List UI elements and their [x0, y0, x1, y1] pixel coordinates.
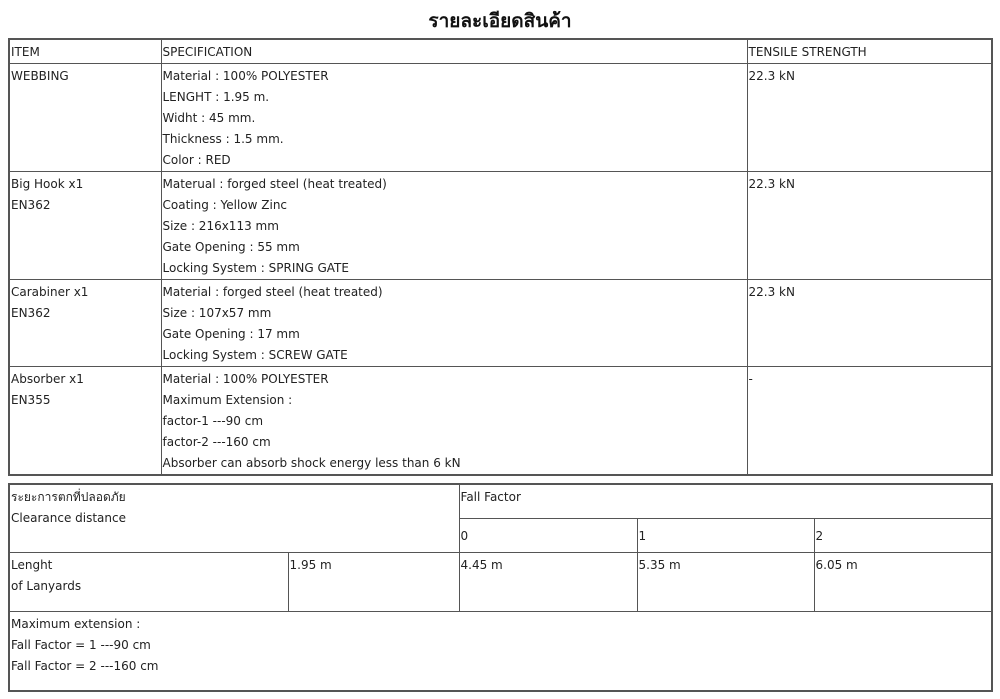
- item-cell: [9, 367, 161, 476]
- spec-line: Material : 100% POLYESTER: [162, 372, 329, 386]
- spec-line: Absorber can absorb shock energy less than 6 kN: [162, 456, 461, 470]
- strength-cell: 22.3 kN: [747, 172, 992, 280]
- item-name: Absorber x1: [11, 372, 84, 386]
- spec-line: Color : RED: [162, 153, 231, 167]
- spec-line: Material : 100% POLYESTER: [162, 69, 329, 83]
- item-standard: EN362: [11, 198, 51, 212]
- strength-cell: -: [747, 367, 992, 476]
- spec-line: Gate Opening : 55 mm: [162, 240, 300, 254]
- spec-line: Locking System : SPRING GATE: [162, 261, 349, 275]
- clearance-table: [8, 483, 993, 692]
- spec-cell: [161, 64, 747, 172]
- header-specification: SPECIFICATION: [161, 39, 747, 64]
- clearance-label-th: ระยะการตกที่ปลอดภัย: [11, 490, 126, 504]
- item-cell: [9, 64, 161, 172]
- spec-line: Gate Opening : 17 mm: [162, 327, 300, 341]
- item-name: Carabiner x1: [11, 285, 89, 299]
- table-row: [9, 280, 992, 367]
- spec-line: Maximum Extension :: [162, 393, 293, 407]
- spec-line: factor-1 ---90 cm: [162, 414, 264, 428]
- table-header-row: [9, 39, 992, 64]
- note-line: Maximum extension :: [11, 616, 141, 631]
- spec-cell: [161, 172, 747, 280]
- spec-line: Size : 216x113 mm: [162, 219, 279, 233]
- spec-cell: [161, 280, 747, 367]
- distance-factor-2: 6.05 m: [814, 552, 992, 611]
- spec-line: factor-2 ---160 cm: [162, 435, 271, 449]
- header-item: ITEM: [9, 39, 161, 64]
- fall-factor-header: Fall Factor: [459, 484, 992, 518]
- spec-line: Coating : Yellow Zinc: [162, 198, 288, 212]
- lanyard-label: Lenght: [11, 557, 53, 572]
- item-standard: EN355: [11, 393, 51, 407]
- note-line: Fall Factor = 2 ---160 cm: [11, 658, 159, 673]
- table-row: [9, 611, 992, 691]
- spec-line: Widht : 45 mm.: [162, 111, 256, 125]
- page-title: รายละเอียดสินค้า: [428, 10, 572, 32]
- spec-line: Materual : forged steel (heat treated): [162, 177, 387, 191]
- item-name: Big Hook x1: [11, 177, 84, 191]
- item-standard: EN362: [11, 306, 51, 320]
- header-tensile-strength: TENSILE STRENGTH: [747, 39, 992, 64]
- lanyard-label-cell: [9, 552, 288, 611]
- table-row: [9, 367, 992, 476]
- item-cell: [9, 280, 161, 367]
- strength-cell: 22.3 kN: [747, 280, 992, 367]
- strength-cell: 22.3 kN: [747, 64, 992, 172]
- clearance-label-en: Clearance distance: [11, 511, 126, 525]
- spec-line: Material : forged steel (heat treated): [162, 285, 383, 299]
- table-row: [9, 552, 992, 611]
- spec-cell: [161, 367, 747, 476]
- note-line: Fall Factor = 1 ---90 cm: [11, 637, 151, 652]
- clearance-label-cell: [9, 484, 459, 552]
- distance-factor-1: 5.35 m: [637, 552, 814, 611]
- spec-line: LENGHT : 1.95 m.: [162, 90, 270, 104]
- item-name: WEBBING: [11, 69, 69, 83]
- fall-factor-2: 2: [814, 518, 992, 552]
- spec-table: [8, 38, 993, 476]
- distance-factor-0: 4.45 m: [459, 552, 637, 611]
- spec-line: Locking System : SCREW GATE: [162, 348, 348, 362]
- table-row: [9, 172, 992, 280]
- fall-factor-0: 0: [459, 518, 637, 552]
- lanyard-label: of Lanyards: [11, 578, 82, 593]
- spec-line: Thickness : 1.5 mm.: [162, 132, 284, 146]
- notes-cell: [9, 611, 992, 691]
- spec-line: Size : 107x57 mm: [162, 306, 272, 320]
- fall-factor-1: 1: [637, 518, 814, 552]
- table-row: [9, 64, 992, 172]
- lanyard-length: 1.95 m: [288, 552, 459, 611]
- item-cell: [9, 172, 161, 280]
